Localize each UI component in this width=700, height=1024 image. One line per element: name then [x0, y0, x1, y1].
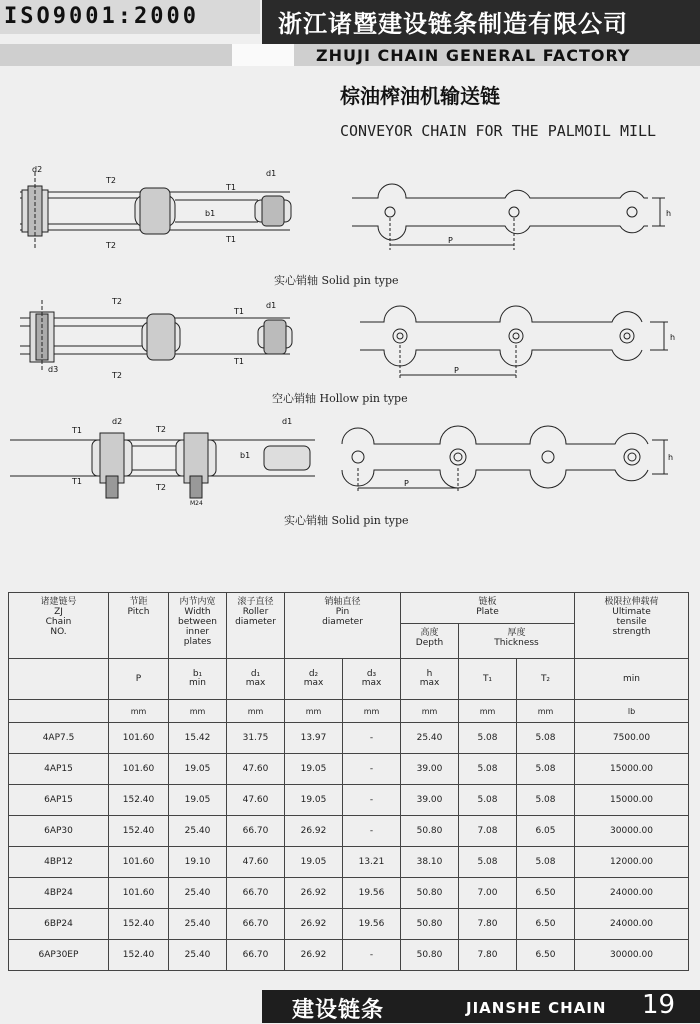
table-row [9, 754, 689, 785]
dim-label: T2 [106, 241, 116, 250]
table-cell: - [343, 940, 401, 971]
table-cell: 25.40 [169, 878, 227, 909]
table-cell: 25.40 [169, 940, 227, 971]
table-cell: 30000.00 [575, 816, 689, 847]
table-row [9, 909, 689, 940]
table-cell: 7.08 [459, 816, 517, 847]
symbol-cell-blank [9, 659, 109, 700]
table-cell: 19.56 [343, 878, 401, 909]
dim-label: h [668, 453, 674, 462]
dim-label: T1 [234, 307, 244, 316]
table-cell: 101.60 [109, 847, 169, 878]
table-cell: 7.80 [459, 909, 517, 940]
table-cell: 24000.00 [575, 878, 689, 909]
spec-table [8, 592, 689, 971]
table-cell: 15.42 [169, 723, 227, 754]
bar-highlight [232, 44, 294, 66]
table-cell: 6.50 [517, 878, 575, 909]
unit-cell: lb [575, 700, 689, 723]
dim-label: b1 [240, 451, 251, 460]
table-cell: 26.92 [285, 878, 343, 909]
table-cell: 39.00 [401, 785, 459, 816]
table-cell: 19.10 [169, 847, 227, 878]
table-cell: 5.08 [517, 785, 575, 816]
chain-drawings [0, 150, 700, 530]
table-cell: 66.70 [227, 878, 285, 909]
unit-cell: mm [517, 700, 575, 723]
dim-label: T2 [106, 176, 116, 185]
dim-label: T2 [112, 371, 122, 380]
caption-solid-pin-2: 实心销轴 Solid pin type [284, 514, 409, 527]
unit-cell: mm [169, 700, 227, 723]
dim-label: d1 [282, 417, 293, 426]
dim-label: d1 [266, 301, 277, 310]
unit-cell: mm [109, 700, 169, 723]
table-cell: 4BP12 [9, 847, 109, 878]
table-cell: 26.92 [285, 909, 343, 940]
table-cell: 7.00 [459, 878, 517, 909]
dim-label: T1 [234, 357, 244, 366]
table-row [9, 723, 689, 754]
table-cell: 12000.00 [575, 847, 689, 878]
unit-cell: mm [401, 700, 459, 723]
table-cell: 26.92 [285, 940, 343, 971]
dim-label: h [666, 209, 672, 218]
dim-label: T1 [226, 183, 236, 192]
table-cell: 50.80 [401, 909, 459, 940]
table-cell: 39.00 [401, 754, 459, 785]
table-cell: 152.40 [109, 909, 169, 940]
col-tensile: 极限拉伸载荷 Ultimate tensile strength [575, 593, 689, 659]
table-cell: 26.92 [285, 816, 343, 847]
unit-cell-blank [9, 700, 109, 723]
table-cell: 24000.00 [575, 909, 689, 940]
diagram-2-side-view [360, 306, 668, 380]
table-row [9, 847, 689, 878]
table-cell: 66.70 [227, 816, 285, 847]
table-cell: 5.08 [517, 723, 575, 754]
dim-label: T2 [156, 483, 166, 492]
col-plate: 链板 Plate [401, 593, 575, 624]
symbol-cell: min [575, 659, 689, 700]
dim-label: d2 [32, 165, 43, 174]
footer-brand-en: JIANSHE CHAIN [466, 999, 607, 1017]
table-cell: 66.70 [227, 909, 285, 940]
table-cell: 5.08 [459, 723, 517, 754]
table-cell: 6AP30 [9, 816, 109, 847]
table-row [9, 878, 689, 909]
table-cell: 152.40 [109, 785, 169, 816]
col-chain-no: 诸建链号 ZJ Chain NO. [9, 593, 109, 659]
table-cell: 19.56 [343, 909, 401, 940]
caption-solid-pin-1: 实心销轴 Solid pin type [274, 274, 399, 287]
table-cell: 15000.00 [575, 754, 689, 785]
table-cell: 38.10 [401, 847, 459, 878]
table-cell: 31.75 [227, 723, 285, 754]
table-cell: 19.05 [285, 785, 343, 816]
unit-cell: mm [343, 700, 401, 723]
dim-label: b1 [205, 209, 216, 218]
diagram-1-side-view [352, 184, 665, 250]
company-name-en: ZHUJI CHAIN GENERAL FACTORY [316, 46, 631, 65]
table-cell: 4AP15 [9, 754, 109, 785]
footer-brand-cn: 建设链条 [292, 998, 385, 1023]
unit-cell: mm [459, 700, 517, 723]
table-cell: 25.40 [169, 909, 227, 940]
unit-row [9, 700, 689, 723]
table-cell: 6.05 [517, 816, 575, 847]
col-pin: 销轴直径 Pin diameter [285, 593, 401, 659]
table-cell: 101.60 [109, 754, 169, 785]
table-cell: 47.60 [227, 785, 285, 816]
iso-certification: ISO9001:2000 [4, 4, 199, 29]
symbol-cell: d₃ max [343, 659, 401, 700]
table-cell: 7.80 [459, 940, 517, 971]
table-cell: 25.40 [169, 816, 227, 847]
col-width: 内节内宽 Width between inner plates [169, 593, 227, 659]
dim-label: M24 [190, 500, 203, 507]
dim-label: P [454, 366, 459, 375]
table-row [9, 940, 689, 971]
symbol-cell: T₂ [517, 659, 575, 700]
table-cell: 6BP24 [9, 909, 109, 940]
dim-label: T2 [156, 425, 166, 434]
dim-label: P [448, 236, 453, 245]
table-cell: - [343, 816, 401, 847]
diagram-2-top-view [20, 300, 292, 372]
table-row [9, 785, 689, 816]
table-cell: 7500.00 [575, 723, 689, 754]
table-cell: 5.08 [459, 847, 517, 878]
table-cell: 50.80 [401, 816, 459, 847]
table-cell: 19.05 [169, 785, 227, 816]
page-title-en: CONVEYOR CHAIN FOR THE PALMOIL MILL [340, 122, 657, 140]
table-cell: 6AP30EP [9, 940, 109, 971]
table-cell: 50.80 [401, 940, 459, 971]
table-cell: 152.40 [109, 940, 169, 971]
table-cell: 152.40 [109, 816, 169, 847]
diagram-1-top-view [20, 172, 291, 250]
table-cell: 5.08 [459, 754, 517, 785]
table-cell: - [343, 754, 401, 785]
table-cell: 25.40 [401, 723, 459, 754]
symbol-cell: T₁ [459, 659, 517, 700]
table-cell: 6.50 [517, 940, 575, 971]
table-cell: 66.70 [227, 940, 285, 971]
table-cell: 19.05 [285, 847, 343, 878]
table-cell: 101.60 [109, 723, 169, 754]
dim-label: d1 [266, 169, 277, 178]
table-cell: 50.80 [401, 878, 459, 909]
table-cell: 5.08 [459, 785, 517, 816]
unit-cell: mm [227, 700, 285, 723]
dim-label: h [670, 333, 676, 342]
col-depth: 高度 Depth [401, 624, 459, 659]
dim-label: T1 [72, 477, 82, 486]
col-thickness: 厚度 Thickness [459, 624, 575, 659]
table-cell: 30000.00 [575, 940, 689, 971]
diagram-3-side-view [342, 426, 668, 492]
symbol-cell: P [109, 659, 169, 700]
table-cell: 6AP15 [9, 785, 109, 816]
col-roller: 滚子直径 Roller diameter [227, 593, 285, 659]
symbol-row [9, 659, 689, 700]
table-cell: - [343, 785, 401, 816]
table-cell: 5.08 [517, 754, 575, 785]
symbol-cell: h max [401, 659, 459, 700]
symbol-cell: d₂ max [285, 659, 343, 700]
table-cell: 19.05 [169, 754, 227, 785]
dim-label: T1 [72, 426, 82, 435]
dim-label: T2 [112, 297, 122, 306]
table-cell: - [343, 723, 401, 754]
symbol-cell: b₁ min [169, 659, 227, 700]
table-cell: 5.08 [517, 847, 575, 878]
table-cell: 6.50 [517, 909, 575, 940]
col-pitch: 节距 Pitch [109, 593, 169, 659]
dim-label: d2 [112, 417, 123, 426]
spec-rows [9, 723, 689, 971]
dim-label: P [404, 479, 409, 488]
table-cell: 47.60 [227, 847, 285, 878]
company-name-cn: 浙江诸暨建设链条制造有限公司 [278, 10, 628, 38]
table-cell: 4AP7.5 [9, 723, 109, 754]
table-cell: 15000.00 [575, 785, 689, 816]
dim-label: d3 [48, 365, 59, 374]
table-cell: 13.97 [285, 723, 343, 754]
page-number: 19 [642, 990, 676, 1020]
table-row [9, 816, 689, 847]
page-title-cn: 棕油榨油机输送链 [340, 84, 500, 108]
table-cell: 4BP24 [9, 878, 109, 909]
caption-hollow-pin: 空心销轴 Hollow pin type [272, 392, 408, 405]
table-cell: 47.60 [227, 754, 285, 785]
unit-cell: mm [285, 700, 343, 723]
table-cell: 13.21 [343, 847, 401, 878]
symbol-cell: d₁ max [227, 659, 285, 700]
table-cell: 101.60 [109, 878, 169, 909]
table-cell: 19.05 [285, 754, 343, 785]
dim-label: T1 [226, 235, 236, 244]
